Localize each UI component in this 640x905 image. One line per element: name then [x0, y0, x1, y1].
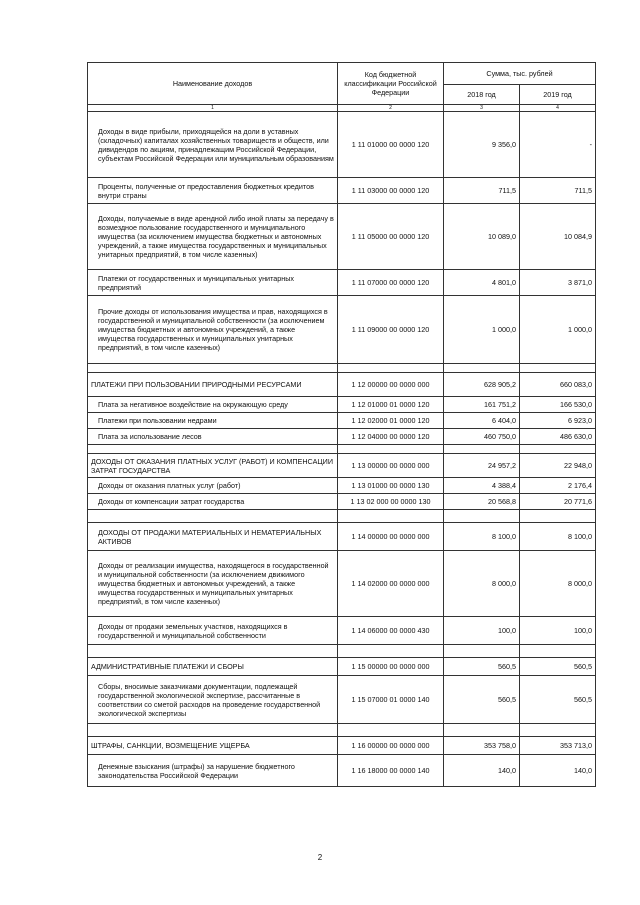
amount-2018: 460 750,0	[444, 429, 520, 445]
budget-code: 1 11 07000 00 0000 120	[338, 270, 444, 296]
budget-code: 1 11 01000 00 0000 120	[338, 112, 444, 178]
revenue-name: Доходы от реализации имущества, находящегося в государственной и муниципальной собственности (за исключением движимого имущества бюджетных и автономных учреждений, а также имущества государственных и муниципальных унитарных предприятий, в том числе казенных)	[88, 551, 338, 617]
section-row	[88, 523, 596, 551]
amount-2018: 140,0	[444, 755, 520, 787]
spacer-row	[88, 445, 596, 454]
budget-code: 1 11 09000 00 0000 120	[338, 296, 444, 364]
column-index-row	[88, 105, 596, 112]
revenue-name: Плата за негативное воздействие на окружающую среду	[88, 397, 338, 413]
amount-2019: 20 771,6	[520, 494, 596, 510]
table-row	[88, 296, 596, 364]
amount-2019: 140,0	[520, 755, 596, 787]
revenue-name: Денежные взыскания (штрафы) за нарушение бюджетного законодательства Российской Федерации	[88, 755, 338, 787]
amount-2019: 22 948,0	[520, 454, 596, 478]
revenue-name: Доходы от компенсации затрат государства	[88, 494, 338, 510]
revenue-name: Платежи от государственных и муниципальных унитарных предприятий	[88, 270, 338, 296]
amount-2018: 161 751,2	[444, 397, 520, 413]
amount-2018: 8 100,0	[444, 523, 520, 551]
amount-2019: 560,5	[520, 658, 596, 676]
budget-code: 1 15 07000 01 0000 140	[338, 676, 444, 724]
column-index: 1	[88, 105, 338, 112]
revenue-table	[87, 62, 596, 787]
amount-2018: 24 957,2	[444, 454, 520, 478]
table-row	[88, 112, 596, 178]
amount-2019: 711,5	[520, 178, 596, 204]
section-row	[88, 737, 596, 755]
table-row	[88, 676, 596, 724]
amount-2019: 10 084,9	[520, 204, 596, 270]
amount-2018: 711,5	[444, 178, 520, 204]
budget-code: 1 14 00000 00 0000 000	[338, 523, 444, 551]
revenue-name: Доходы в виде прибыли, приходящейся на доли в уставных (складочных) капиталах хозяйственных товариществ и обществ, или дивидендов по акциям, принадлежащим Российской Федерации, субъектам Российской Федерации или муниципальным образованиям	[88, 112, 338, 178]
amount-2019: 3 871,0	[520, 270, 596, 296]
page-number: 2	[317, 853, 323, 862]
table-row	[88, 413, 596, 429]
amount-2018: 1 000,0	[444, 296, 520, 364]
table-row	[88, 397, 596, 413]
code-column-header: Код бюджетной классификации Российской Федерации	[338, 63, 444, 105]
amount-2018: 8 000,0	[444, 551, 520, 617]
spacer-row	[88, 364, 596, 373]
amount-2019: 100,0	[520, 617, 596, 645]
budget-code: 1 12 00000 00 0000 000	[338, 373, 444, 397]
revenue-name: Прочие доходы от использования имущества и прав, находящихся в государственной и муниципальной собственности (за исключением имущества бюджетных и автономных учреждений, а также имущества государственных и муниципальных унитарных предприятий, в том числе казенных)	[88, 296, 338, 364]
section-name: АДМИНИСТРАТИВНЫЕ ПЛАТЕЖИ И СБОРЫ	[88, 658, 338, 676]
sum-column-header: Сумма, тыс. рублей	[444, 63, 596, 85]
year-2018-header: 2018 год	[444, 85, 520, 105]
amount-2019: 660 083,0	[520, 373, 596, 397]
section-row	[88, 373, 596, 397]
budget-code: 1 13 01000 00 0000 130	[338, 478, 444, 494]
spacer-row	[88, 724, 596, 737]
budget-code: 1 13 02 000 00 0000 130	[338, 494, 444, 510]
amount-2019: 560,5	[520, 676, 596, 724]
amount-2019: 1 000,0	[520, 296, 596, 364]
amount-2019: -	[520, 112, 596, 178]
section-name: ДОХОДЫ ОТ ОКАЗАНИЯ ПЛАТНЫХ УСЛУГ (РАБОТ) И КОМПЕНСАЦИИ ЗАТРАТ ГОСУДАРСТВА	[88, 454, 338, 478]
revenue-name: Проценты, полученные от предоставления бюджетных кредитов внутри страны	[88, 178, 338, 204]
revenue-name: Платежи при пользовании недрами	[88, 413, 338, 429]
amount-2019: 8 000,0	[520, 551, 596, 617]
budget-code: 1 11 03000 00 0000 120	[338, 178, 444, 204]
section-name: ПЛАТЕЖИ ПРИ ПОЛЬЗОВАНИИ ПРИРОДНЫМИ РЕСУРСАМИ	[88, 373, 338, 397]
table-row	[88, 429, 596, 445]
amount-2019: 6 923,0	[520, 413, 596, 429]
amount-2018: 560,5	[444, 658, 520, 676]
table-row	[88, 755, 596, 787]
amount-2018: 9 356,0	[444, 112, 520, 178]
amount-2018: 560,5	[444, 676, 520, 724]
amount-2018: 20 568,8	[444, 494, 520, 510]
budget-code: 1 14 02000 00 0000 000	[338, 551, 444, 617]
section-name: ШТРАФЫ, САНКЦИИ, ВОЗМЕЩЕНИЕ УЩЕРБА	[88, 737, 338, 755]
year-2019-header: 2019 год	[520, 85, 596, 105]
budget-code: 1 11 05000 00 0000 120	[338, 204, 444, 270]
revenue-name: Доходы от оказания платных услуг (работ)	[88, 478, 338, 494]
spacer-row	[88, 510, 596, 523]
budget-code: 1 14 06000 00 0000 430	[338, 617, 444, 645]
revenue-name: Доходы, получаемые в виде арендной либо иной платы за передачу в возмездное пользование государственного и муниципального имущества (за исключением имущества бюджетных и автономных учреждений, а также имущества государственных и муниципальных унитарных предприятий, в том числе казенных)	[88, 204, 338, 270]
amount-2018: 10 089,0	[444, 204, 520, 270]
amount-2019: 486 630,0	[520, 429, 596, 445]
column-index: 3	[444, 105, 520, 112]
section-row	[88, 658, 596, 676]
amount-2018: 4 801,0	[444, 270, 520, 296]
name-column-header: Наименование доходов	[88, 63, 338, 105]
revenue-name: Доходы от продажи земельных участков, находящихся в государственной и муниципальной собственности	[88, 617, 338, 645]
budget-code: 1 16 00000 00 0000 000	[338, 737, 444, 755]
table-row	[88, 478, 596, 494]
table-row	[88, 617, 596, 645]
amount-2019: 2 176,4	[520, 478, 596, 494]
amount-2018: 6 404,0	[444, 413, 520, 429]
table-row	[88, 204, 596, 270]
amount-2019: 353 713,0	[520, 737, 596, 755]
budget-code: 1 13 00000 00 0000 000	[338, 454, 444, 478]
amount-2018: 353 758,0	[444, 737, 520, 755]
budget-code: 1 16 18000 00 0000 140	[338, 755, 444, 787]
budget-code: 1 12 04000 00 0000 120	[338, 429, 444, 445]
table-row	[88, 178, 596, 204]
column-index: 2	[338, 105, 444, 112]
section-row	[88, 454, 596, 478]
budget-code: 1 15 00000 00 0000 000	[338, 658, 444, 676]
budget-code: 1 12 02000 01 0000 120	[338, 413, 444, 429]
table-row	[88, 551, 596, 617]
amount-2019: 166 530,0	[520, 397, 596, 413]
table-row	[88, 494, 596, 510]
amount-2018: 100,0	[444, 617, 520, 645]
budget-code: 1 12 01000 01 0000 120	[338, 397, 444, 413]
revenue-name: Сборы, вносимые заказчиками документации, подлежащей государственной экологической экспертизе, рассчитанные в соответствии со сметой расходов на проведение государственной экологической экспертизы	[88, 676, 338, 724]
table-row	[88, 270, 596, 296]
revenue-name: Плата за использование лесов	[88, 429, 338, 445]
amount-2018: 628 905,2	[444, 373, 520, 397]
amount-2018: 4 388,4	[444, 478, 520, 494]
section-name: ДОХОДЫ ОТ ПРОДАЖИ МАТЕРИАЛЬНЫХ И НЕМАТЕРИАЛЬНЫХ АКТИВОВ	[88, 523, 338, 551]
spacer-row	[88, 645, 596, 658]
amount-2019: 8 100,0	[520, 523, 596, 551]
column-index: 4	[520, 105, 596, 112]
